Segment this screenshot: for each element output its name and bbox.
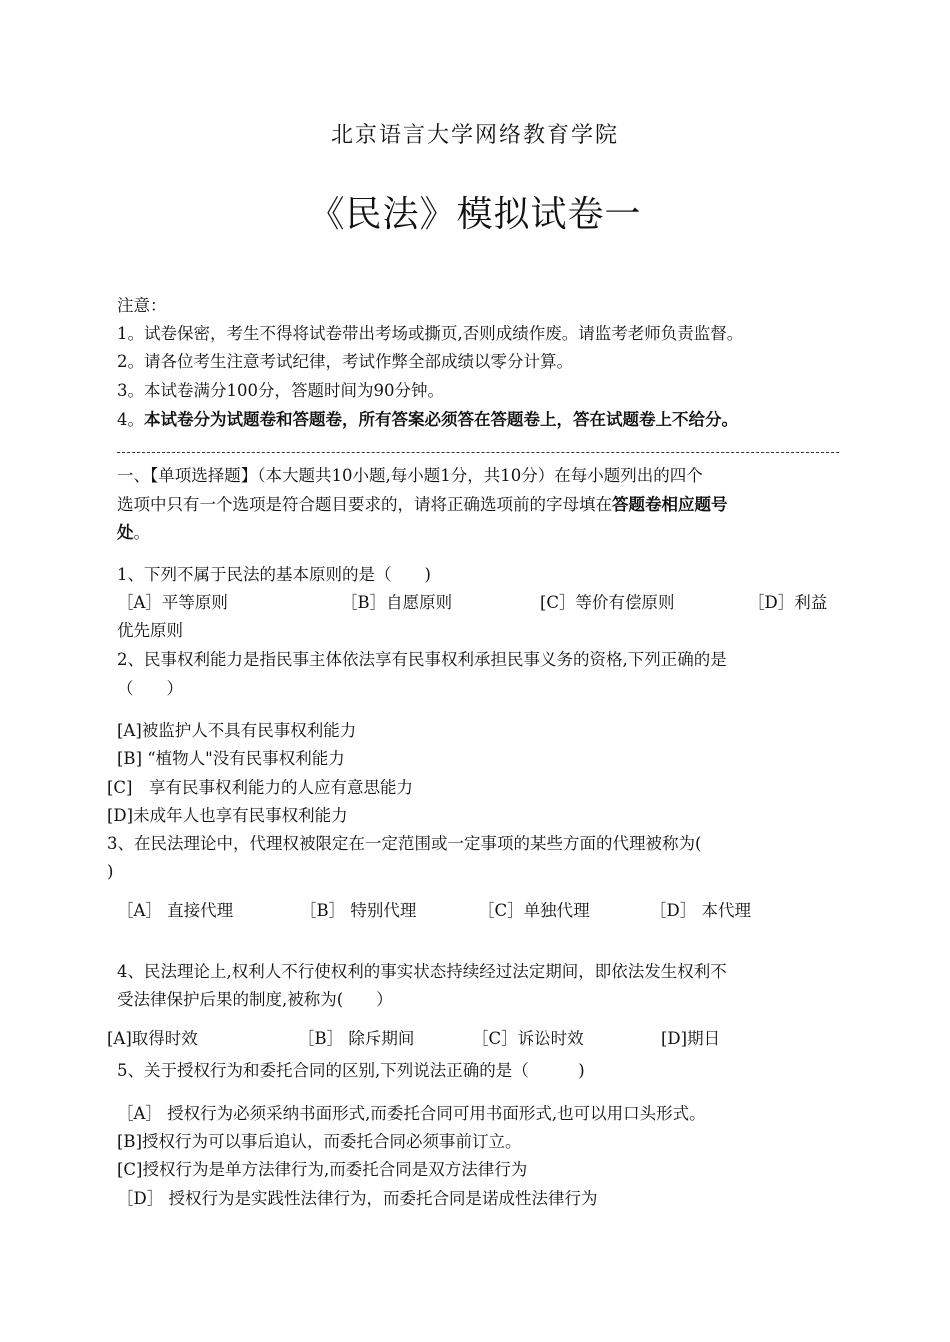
section1-intro-line1: 一、【单项选择题】（本大题共10小题,每小题1分，共10分）在每小题列出的四个	[117, 466, 703, 485]
q1-stem: 1、下列不属于民法的基本原则的是（ )	[117, 565, 431, 584]
q4-stem-cont: 受法律保护后果的制度,被称为( ）	[117, 990, 393, 1009]
q5-option-d: ［D］ 授权行为是实践性法律行为，而委托合同是诺成性法律行为	[117, 1189, 598, 1208]
q4-option-a: [A]取得时效	[107, 1029, 198, 1048]
notice-item-2: 2。请各位考生注意考试纪律，考试作弊全部成绩以零分计算。	[117, 352, 573, 371]
exam-title: 《民法》模拟试卷一	[308, 194, 642, 235]
q1-option-d: ［D］利益	[748, 593, 828, 612]
notice-item-3: 3。本试卷满分100分，答题时间为90分钟。	[117, 381, 444, 400]
q2-option-a: [A]被监护人不具有民事权利能力	[117, 721, 357, 740]
notice-item-1: 1。试卷保密，考生不得将试卷带出考场或撕页,否则成绩作废。请监考老师负责监督。	[117, 324, 744, 343]
q2-stem: 2、民事权利能力是指民事主体依法享有民事权利承担民事义务的资格,下列正确的是	[117, 650, 727, 669]
q1-option-d-cont: 优先原则	[117, 621, 183, 640]
school-name: 北京语言大学网络教育学院	[330, 123, 619, 148]
q1-option-c: [C］等价有偿原则	[540, 593, 675, 612]
q2-option-d: [D]未成年人也享有民事权利能力	[107, 806, 348, 825]
section1-intro-line2-bold: 答题卷相应题号	[612, 495, 728, 514]
notice-item-4	[117, 409, 738, 431]
q5-option-b: [B]授权行为可以事后追认，而委托合同必须事前订立。	[117, 1132, 522, 1151]
q4-option-c: ［C］诉讼时效	[472, 1029, 584, 1048]
section1-intro-line2-plain: 选项中只有一个选项是符合题目要求的，请将正确选项前的字母填在	[117, 495, 612, 514]
q4-option-b: ［B］ 除斥期间	[298, 1029, 415, 1048]
q5-option-a: ［A］ 授权行为必须采纳书面形式,而委托合同可用书面形式,也可以用口头形式。	[117, 1104, 706, 1123]
q3-option-c: ［C］单独代理	[478, 901, 590, 920]
q1-option-b: ［B］自愿原则	[341, 593, 453, 612]
section1-intro-line3-bold: 处	[117, 523, 134, 542]
section1-intro-line3	[117, 522, 150, 544]
q5-stem: 5、关于授权行为和委托合同的区别,下列说法正确的是（ )	[117, 1061, 585, 1080]
notice-item-4-bold: 本试卷分为试题卷和答题卷，所有答案必须答在答题卷上，答在试题卷上不给分。	[144, 410, 738, 429]
q2-option-c: [C] 享有民事权利能力的人应有意思能力	[107, 778, 413, 797]
q3-stem-cont: )	[107, 862, 114, 881]
q5-option-c: [C]授权行为是单方法律行为,而委托合同是双方法律行为	[117, 1160, 528, 1179]
q1-option-a: ［A］平等原则	[117, 593, 228, 612]
notice-item-4-prefix: 4。	[117, 410, 144, 429]
q3-option-d: ［D］ 本代理	[650, 901, 751, 920]
section1-intro-line3-plain: 。	[133, 523, 150, 542]
q4-stem: 4、民法理论上,权利人不行使权利的事实状态持续经过法定期间，即依法发生权利不	[117, 962, 727, 981]
section1-intro-line2	[117, 494, 728, 516]
q3-stem: 3、在民法理论中，代理权被限定在一定范围或一定事项的某些方面的代理被称为(	[107, 834, 702, 853]
q2-option-b: [B] “植物人"没有民事权利能力	[117, 749, 345, 768]
q3-option-a: ［A］ 直接代理	[117, 901, 234, 920]
q2-stem-cont: （ ）	[117, 679, 183, 698]
q4-option-d: [D]期日	[661, 1029, 721, 1048]
q3-option-b: ［B］ 特别代理	[300, 901, 417, 920]
notice-heading: 注意：	[117, 296, 167, 315]
dashed-separator	[117, 452, 839, 453]
